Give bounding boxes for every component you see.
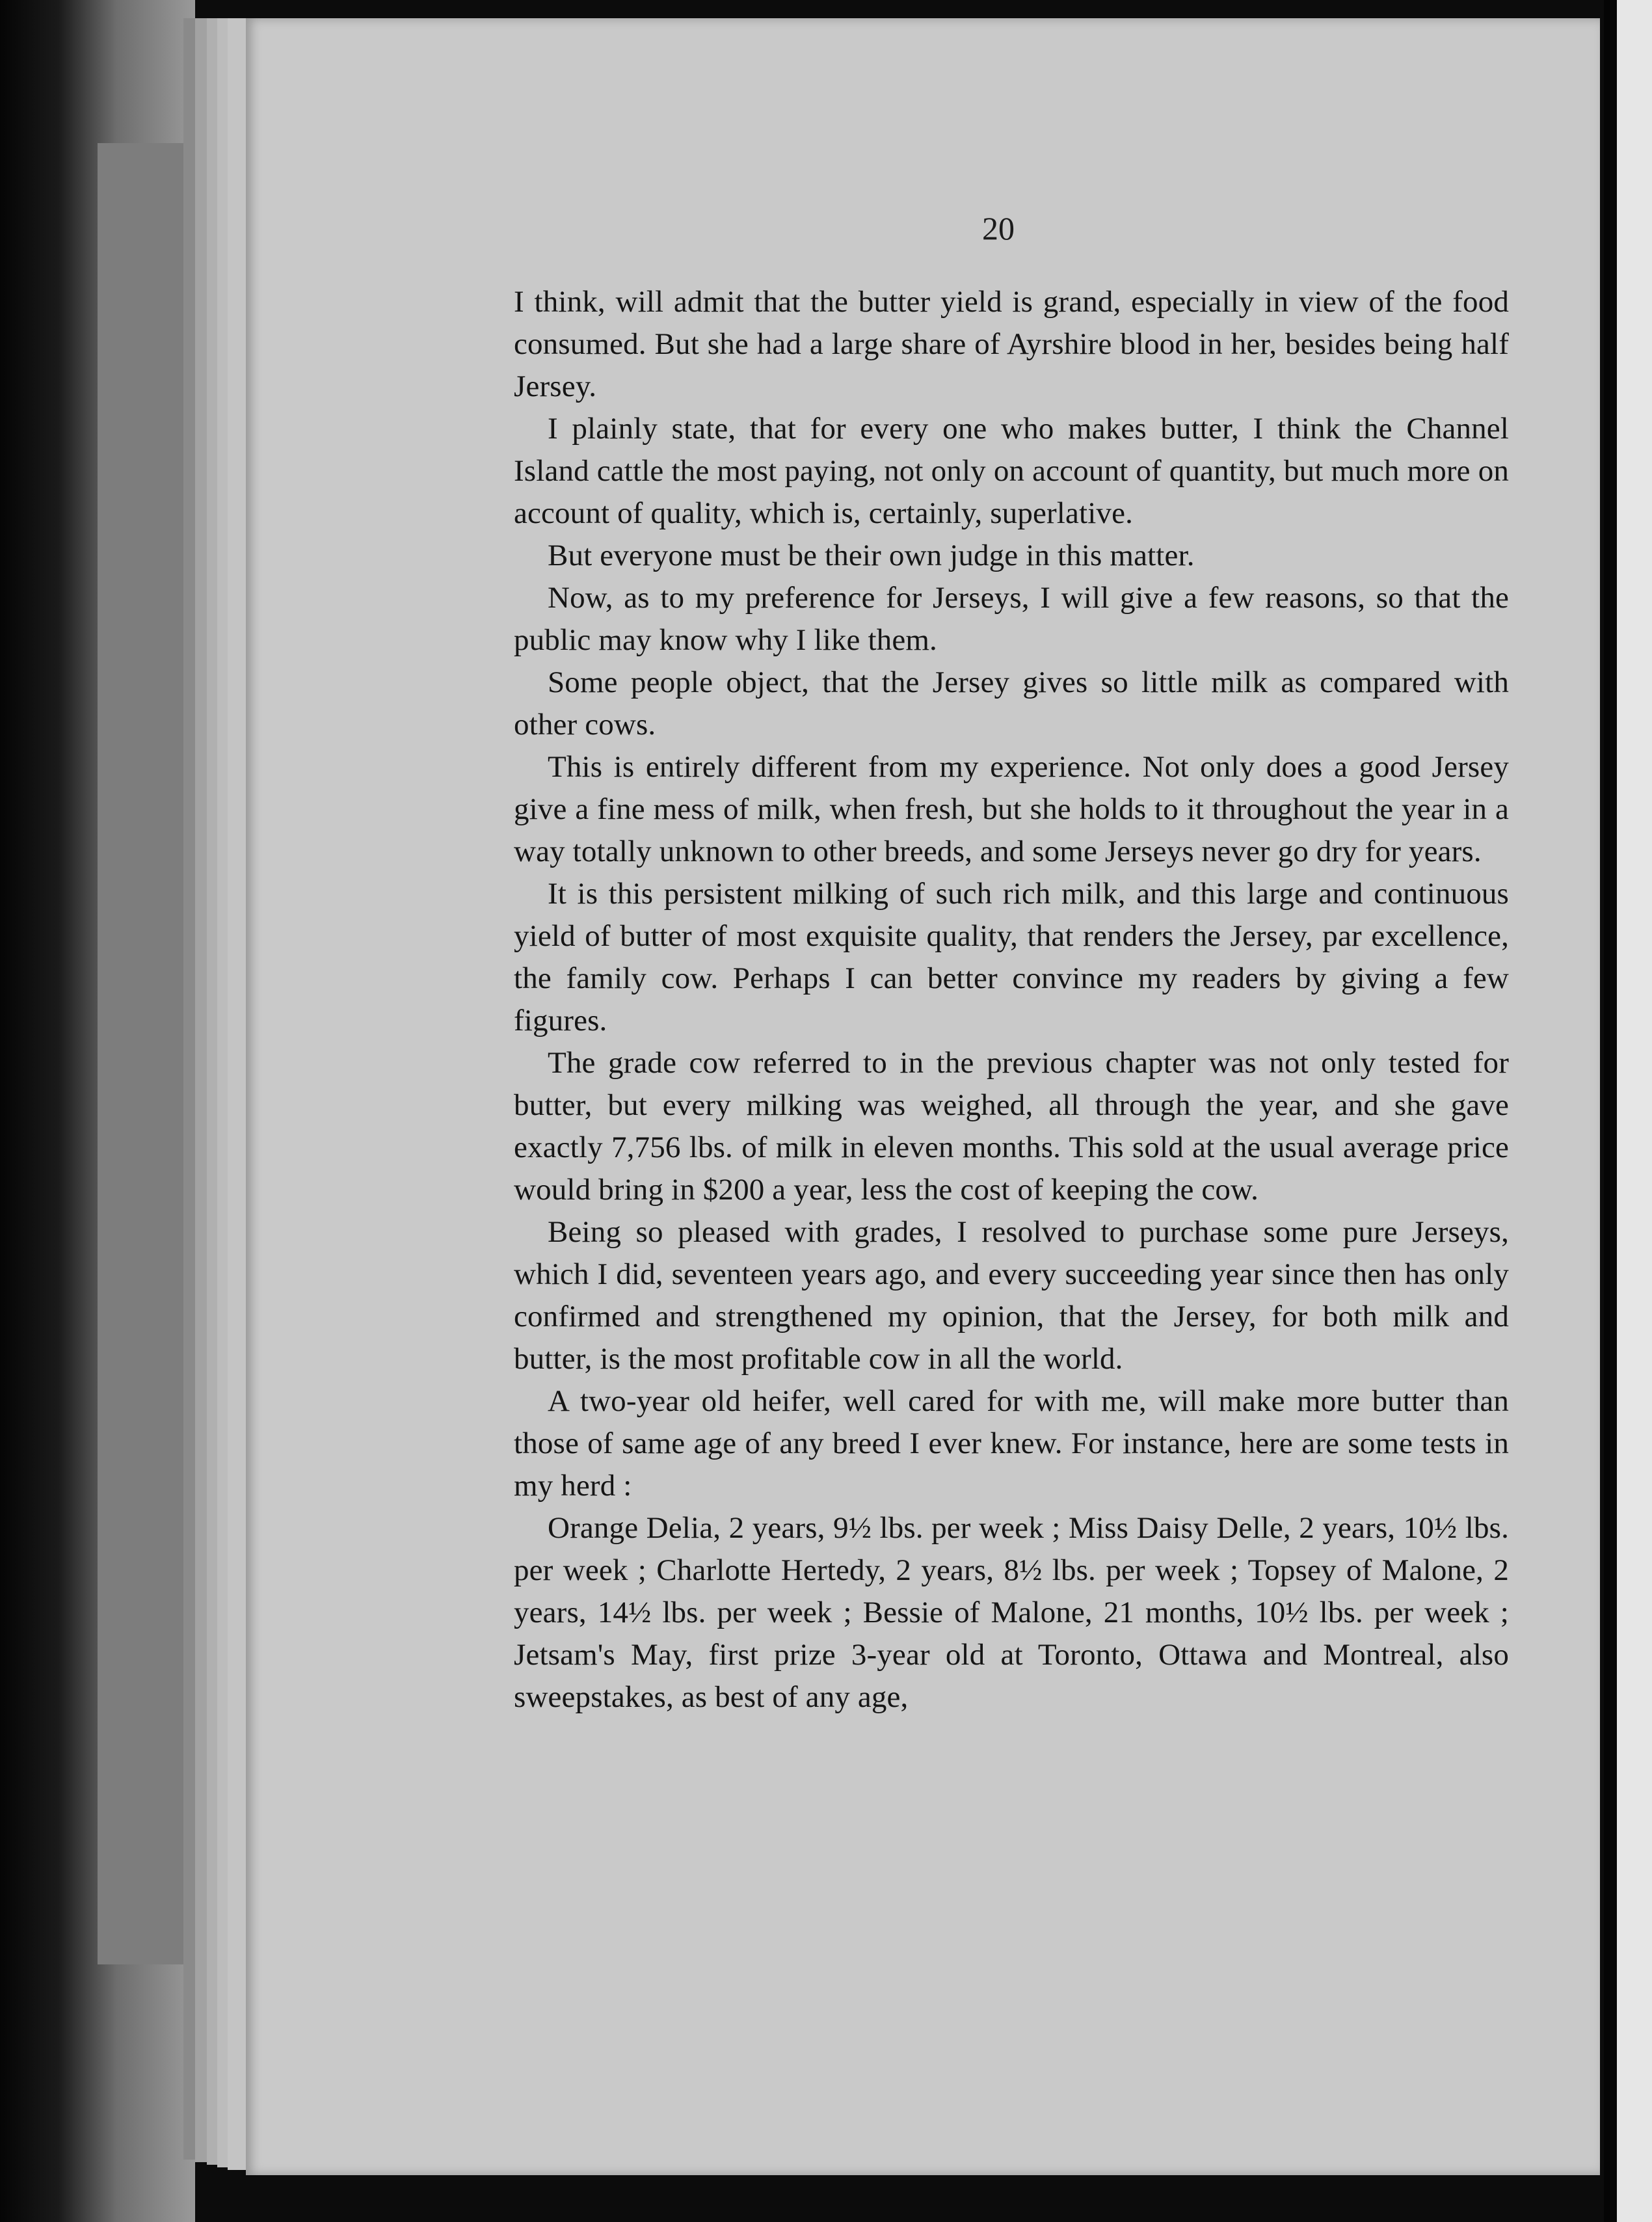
paragraph: I plainly state, that for every one who makes butter, I think the Channel Island cattle the most paying, not only on account of quantity, but much more on account of quality, which is, certainly, superlative. — [514, 412, 1509, 530]
paragraph: Being so pleased with grades, I resolved to purchase some pure Jerseys, which I did, seventeen years ago, and every succeeding year since then has only confirmed and strengthened my opinion, that the Jersey, for both milk and butter, is the most profitable cow in all the world. — [514, 1215, 1509, 1376]
right-scan-margin — [1617, 0, 1652, 2222]
left-scan-margin — [0, 0, 195, 2222]
paragraph: But everyone must be their own judge in this matter. — [548, 539, 1195, 572]
paragraph: The grade cow referred to in the previous chapter was not only tested for butter, but every milking was weighed, all through the year, and she gave exactly 7,756 lbs. of milk in eleven months. This sold at the usual average price would bring in $200 a year, less the cost of keeping the cow. — [514, 1046, 1509, 1207]
paragraph: A two-year old heifer, well cared for with me, will make more butter than those of same age of any breed I ever knew. For instance, here are some tests in my herd : — [514, 1384, 1509, 1503]
paragraph: This is entirely different from my experience. Not only does a good Jersey give a fine mess of milk, when fresh, but she holds to it throughout the year in a way totally unknown to other breeds, and some Jerseys never go dry for years. — [514, 750, 1509, 868]
paragraph: Orange Delia, 2 years, 9½ lbs. per week ; Miss Daisy Delle, 2 years, 10½ lbs. per week ; Charlotte Hertedy, 2 years, 8½ lbs. per week ; Topsey of Malone, 2 years, 14½ lbs. per week ; Bessie of Malone, 21 months, 10½ lbs. per week ; Jetsam's May, first prize 3-year old at Toronto, Ottawa and Montreal, also sweepstakes, as best of any age, — [514, 1511, 1509, 1714]
paragraph: Some people object, that the Jersey gives so little milk as compared with other cows. — [514, 665, 1509, 742]
right-scan-border — [1604, 0, 1617, 2222]
paragraph: Now, as to my preference for Jerseys, I will give a few reasons, so that the public may know why I like them. — [514, 581, 1509, 657]
body-text — [514, 281, 1509, 1719]
paragraph: I think, will admit that the butter yield is grand, especially in view of the food consumed. But she had a large share of Ayrshire blood in her, besides being half Jersey. — [514, 285, 1509, 403]
page-fold-shadow — [98, 143, 189, 1964]
page-number: 20 — [982, 210, 1015, 247]
paragraph: It is this persistent milking of such rich milk, and this large and continuous yield of butter of most exquisite quality, that renders the Jersey, par excellence, the family cow. Perhaps I can better convince my readers by giving a few figures. — [514, 877, 1509, 1037]
